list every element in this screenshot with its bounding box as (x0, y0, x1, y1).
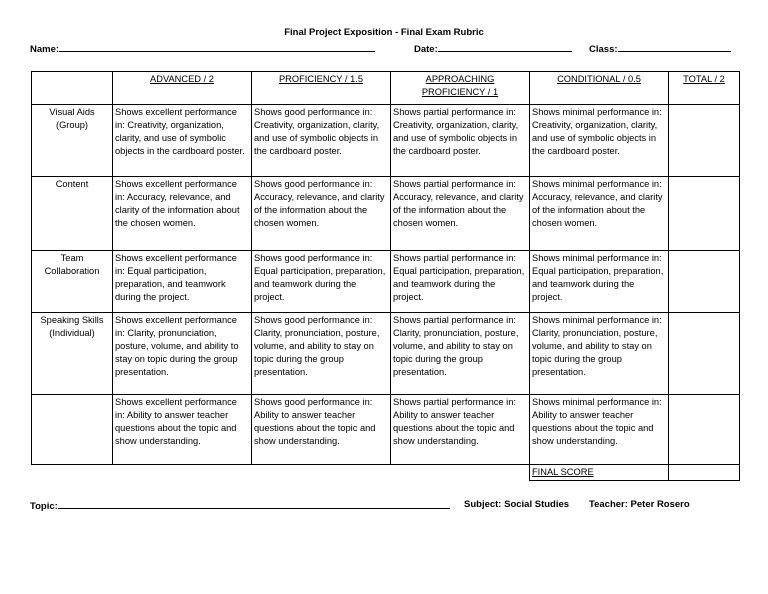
date-line (438, 42, 572, 52)
advanced-cell: Shows excellent performance in: Creativity, organization, clarity, and use of symbolic objects in the cardboard poster. (113, 105, 252, 177)
approaching-cell: Shows partial performance in: Ability to answer teacher questions about the topic and show understanding. (391, 395, 530, 465)
class-label: Class: (589, 44, 618, 55)
conditional-cell: Shows minimal performance in: Accuracy, relevance, and clarity of the information about the chosen women. (530, 177, 669, 251)
total-cell[interactable] (669, 313, 740, 395)
advanced-header: ADVANCED / 2 (113, 72, 252, 105)
criterion-header (32, 72, 113, 105)
final-score-row (32, 465, 740, 481)
proficiency-cell: Shows good performance in: Creativity, organization, clarity, and use of symbolic objects in the cardboard poster. (252, 105, 391, 177)
proficiency-cell: Shows good performance in: Equal participation, preparation, and teamwork during the project. (252, 251, 391, 313)
criterion-label (32, 395, 113, 465)
spacer-cell (252, 465, 391, 481)
criterion-label: Visual Aids (Group) (32, 105, 113, 177)
proficiency-header: PROFICIENCY / 1.5 (252, 72, 391, 105)
criterion-label: Content (32, 177, 113, 251)
rubric-table (31, 71, 740, 481)
advanced-cell: Shows excellent performance in: Accuracy, relevance, and clarity of the information about the chosen women. (113, 177, 252, 251)
spacer-cell (32, 465, 113, 481)
table-row (32, 177, 740, 251)
advanced-cell: Shows excellent performance in: Ability to answer teacher questions about the topic and show understanding. (113, 395, 252, 465)
total-header: TOTAL / 2 (669, 72, 740, 105)
approaching-header: APPROACHING PROFICIENCY / 1 (391, 72, 530, 105)
date-field[interactable] (414, 42, 572, 55)
header-row (32, 72, 740, 105)
advanced-cell: Shows excellent performance in: Equal participation, preparation, and teamwork during the project. (113, 251, 252, 313)
conditional-cell: Shows minimal performance in: Ability to answer teacher questions about the topic and show understanding. (530, 395, 669, 465)
proficiency-cell: Shows good performance in: Clarity, pronunciation, posture, volume, and ability to stay on topic during the group presentation. (252, 313, 391, 395)
table-row (32, 105, 740, 177)
class-field[interactable] (589, 42, 731, 55)
topic-label: Topic: (30, 501, 58, 512)
final-score-label: FINAL SCORE (530, 465, 669, 481)
name-label: Name: (30, 44, 60, 55)
approaching-cell: Shows partial performance in: Creativity, organization, clarity, and use of symbolic objects in the cardboard poster. (391, 105, 530, 177)
table-row (32, 313, 740, 395)
topic-field[interactable] (30, 499, 450, 512)
approaching-cell: Shows partial performance in: Equal participation, preparation, and teamwork during the project. (391, 251, 530, 313)
total-cell[interactable] (669, 177, 740, 251)
total-cell[interactable] (669, 105, 740, 177)
topic-line (58, 499, 450, 509)
criterion-label: Team Collaboration (32, 251, 113, 313)
conditional-header: CONDITIONAL / 0.5 (530, 72, 669, 105)
approaching-cell: Shows partial performance in: Accuracy, relevance, and clarity of the information about the chosen women. (391, 177, 530, 251)
criterion-label: Speaking Skills (Individual) (32, 313, 113, 395)
teacher-text: Teacher: Peter Rosero (589, 499, 690, 510)
name-line (59, 42, 375, 52)
approaching-cell: Shows partial performance in: Clarity, pronunciation, posture, volume, and ability to stay on topic during the group presentation. (391, 313, 530, 395)
proficiency-cell: Shows good performance in: Accuracy, relevance, and clarity of the information about the chosen women. (252, 177, 391, 251)
table-row (32, 395, 740, 465)
conditional-cell: Shows minimal performance in: Equal participation, preparation, and teamwork during the project. (530, 251, 669, 313)
page-title: Final Project Exposition - Final Exam Rubric (284, 27, 484, 38)
proficiency-cell: Shows good performance in: Ability to answer teacher questions about the topic and show understanding. (252, 395, 391, 465)
table-row (32, 251, 740, 313)
spacer-cell (113, 465, 252, 481)
class-line (618, 42, 731, 52)
subject-text: Subject: Social Studies (464, 499, 570, 510)
total-cell[interactable] (669, 395, 740, 465)
spacer-cell (391, 465, 530, 481)
conditional-cell: Shows minimal performance in: Clarity, pronunciation, posture, volume, and ability to stay on topic during the group presentation. (530, 313, 669, 395)
advanced-cell: Shows excellent performance in: Clarity, pronunciation, posture, volume, and ability to stay on topic during the group presentation. (113, 313, 252, 395)
date-label: Date: (414, 44, 438, 55)
total-cell[interactable] (669, 251, 740, 313)
name-field[interactable] (30, 42, 375, 55)
final-score-cell[interactable] (669, 465, 740, 481)
conditional-cell: Shows minimal performance in: Creativity, organization, clarity, and use of symbolic objects in the cardboard poster. (530, 105, 669, 177)
